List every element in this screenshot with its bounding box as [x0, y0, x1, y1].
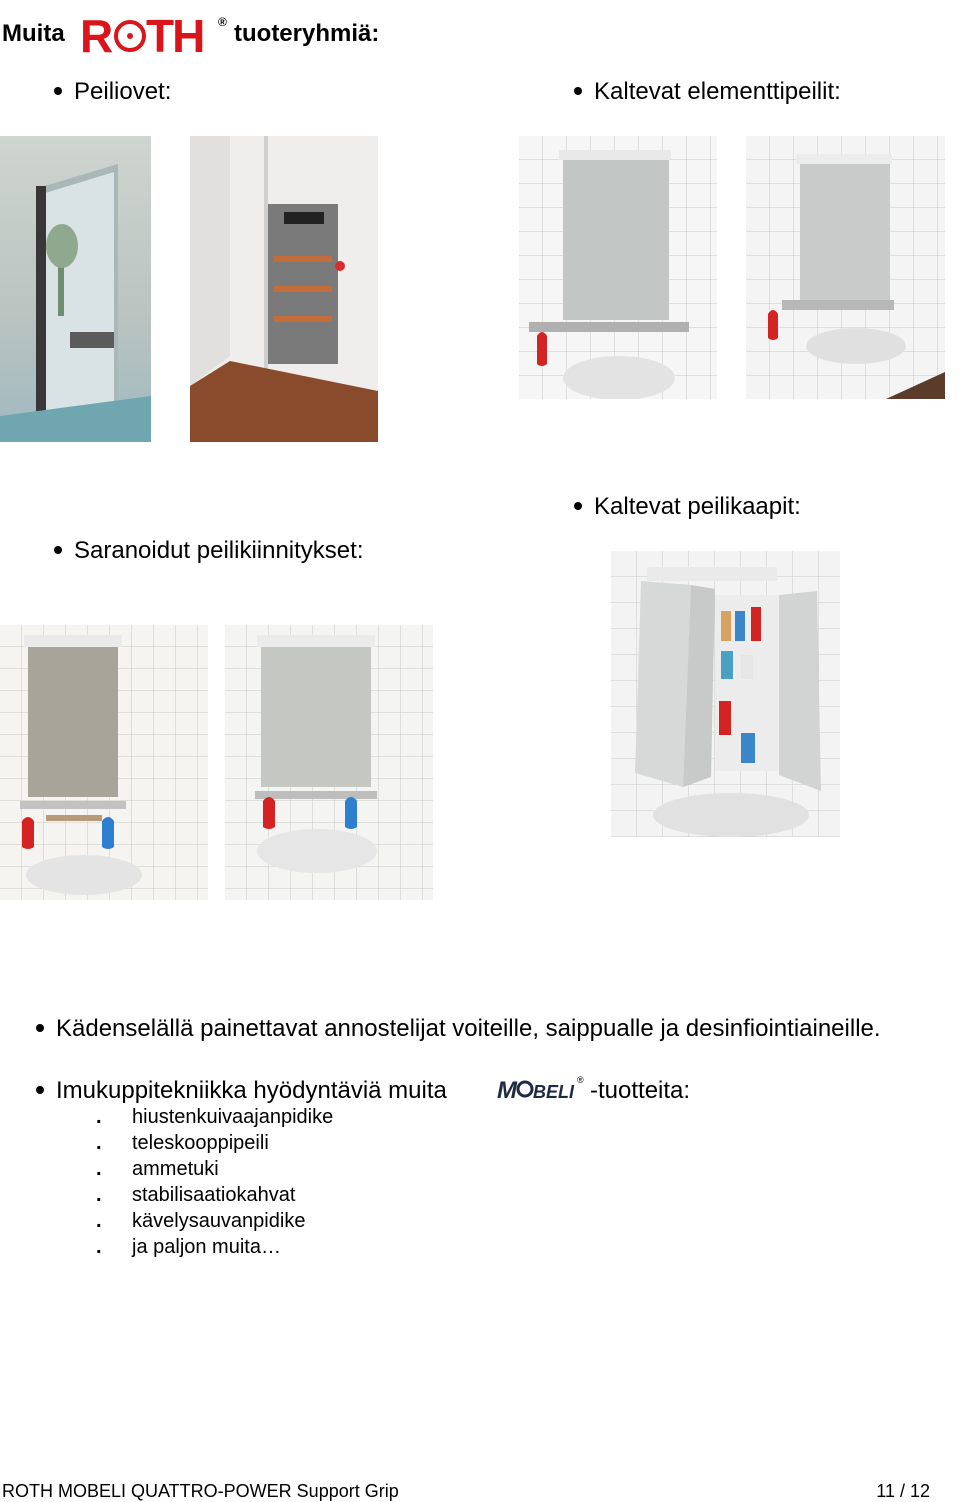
heading-saranoidut: Saranoidut peilikiinnitykset: — [54, 537, 364, 565]
bullet-dot — [36, 1086, 44, 1094]
svg-text:®: ® — [577, 1075, 584, 1085]
list-item: . ammetuki — [96, 1158, 219, 1180]
title-suffix: tuoteryhmiä: — [234, 20, 380, 47]
photo-tilting-element-mirror-1 — [519, 136, 717, 399]
photo-mirror-door-manifold — [190, 136, 378, 442]
list-item: . stabilisaatiokahvat — [96, 1184, 296, 1206]
photo-hinged-mirror-2 — [225, 625, 433, 900]
registered-mark: ® — [218, 15, 227, 29]
photo-hinged-mirror-1 — [0, 625, 208, 900]
bullet-dot — [574, 502, 582, 510]
sub-list — [96, 1106, 333, 1262]
heading-kaltevat-peilikaapit: Kaltevat peilikaapit: — [574, 493, 801, 521]
list-item: . hiustenkuivaajanpidike — [96, 1106, 334, 1128]
bullet-dot — [574, 87, 582, 95]
footer-document-title: ROTH MOBELI QUATTRO-POWER Support Grip — [2, 1481, 399, 1501]
list-item: . kävelysauvanpidike — [96, 1210, 306, 1232]
list-item: . ja paljon muita… — [96, 1236, 281, 1258]
photo-tilting-element-mirror-2 — [746, 136, 945, 399]
svg-text:TH: TH — [146, 14, 204, 58]
roth-logo — [80, 14, 230, 58]
bullet-suction-products: Imukuppitekniikka hyödyntäviä muita — [36, 1077, 447, 1105]
heading-kaltevat-elementtipeilit: Kaltevat elementtipeilit: — [574, 78, 841, 106]
mobeli-logo — [497, 1074, 587, 1102]
bullet-dot — [36, 1024, 44, 1032]
heading-peiliovet: Peiliovet: — [54, 78, 171, 106]
list-item: . teleskooppipeili — [96, 1132, 269, 1154]
svg-text:M: M — [497, 1077, 517, 1102]
bullet-dot — [54, 546, 62, 554]
bullet-dot — [54, 87, 62, 95]
photo-mirror-door — [0, 136, 151, 442]
bullet-dispensers: Kädenselällä painettavat annostelijat voiteille, saippualle ja desinfiointiaineille. — [36, 1015, 881, 1043]
photo-mirror-cabinet — [611, 551, 840, 837]
svg-text:R: R — [80, 14, 112, 58]
title-prefix: Muita — [2, 20, 65, 47]
footer-page-number: 11 / 12 — [876, 1481, 930, 1501]
bullet-suction-suffix: -tuotteita: — [590, 1077, 691, 1104]
svg-text:BELI: BELI — [533, 1082, 575, 1102]
